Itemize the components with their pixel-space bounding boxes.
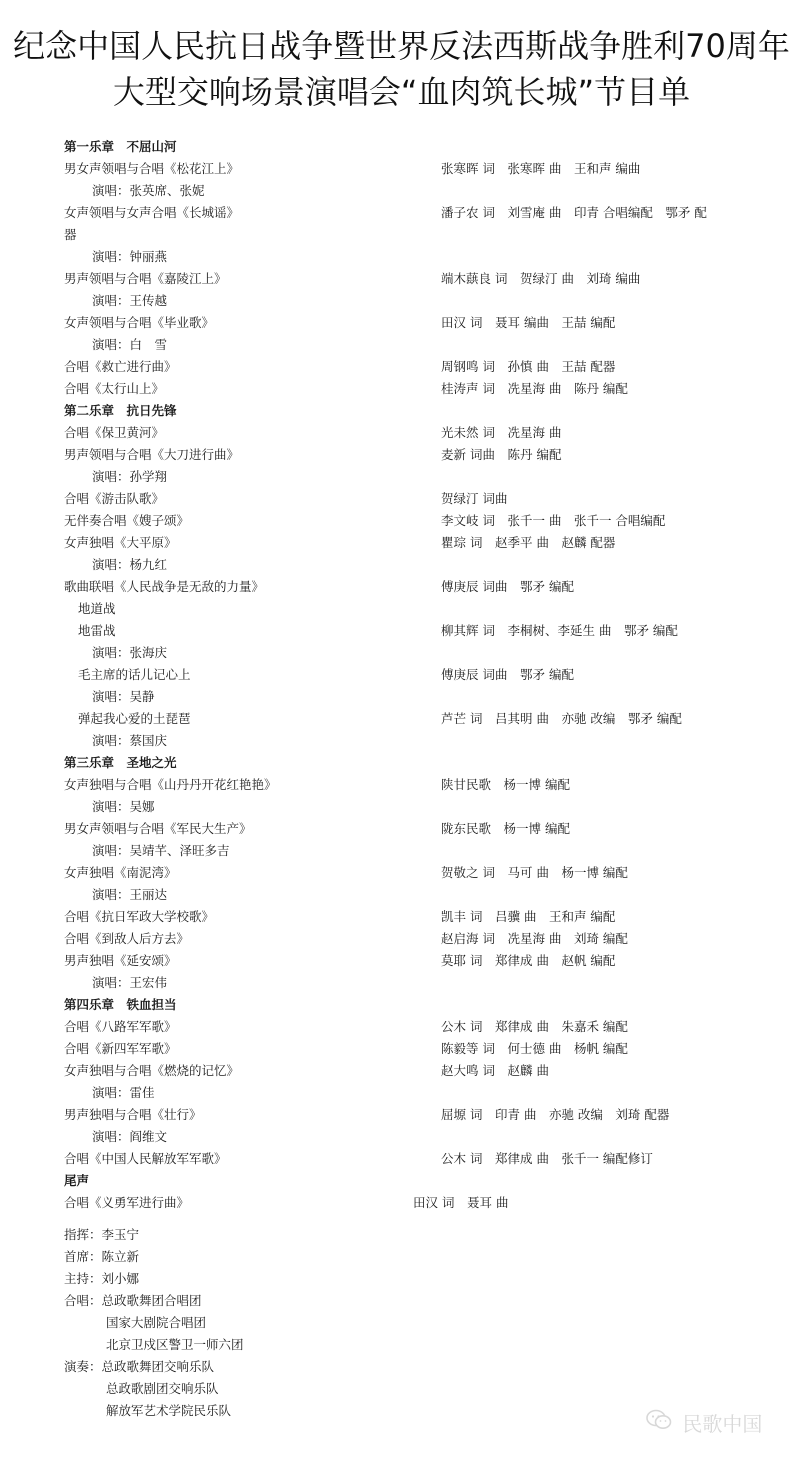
- title-line-1: 纪念中国人民抗日战争暨世界反法西斯战争胜利70周年: [13, 27, 790, 65]
- program-row: [64, 510, 764, 532]
- program-title: 女声独唱与合唱《燃烧的记忆》: [64, 1063, 240, 1078]
- performer-line: [64, 554, 764, 576]
- program-title: 男声独唱与合唱《壮行》: [64, 1107, 202, 1122]
- program-title: 女声独唱《南泥湾》: [64, 865, 177, 880]
- program-credits: 李文岐 词 张千一 曲 张千一 合唱编配: [441, 513, 666, 528]
- program-credits: 贺敬之 词 马可 曲 杨一博 编配: [441, 865, 628, 880]
- program-row: [64, 1016, 764, 1038]
- program-title: 歌曲联唱《人民战争是无敌的力量》: [64, 579, 265, 594]
- watermark-text: 民歌中国: [682, 1412, 763, 1436]
- credit-text: 北京卫戍区警卫一师六团: [106, 1337, 244, 1352]
- program-title: 演唱：吴静: [92, 689, 155, 704]
- program-row: [64, 1192, 764, 1214]
- program-title: 演唱：蔡国庆: [92, 733, 168, 748]
- watermark: [646, 1408, 786, 1442]
- performer-line: [64, 466, 764, 488]
- program-title: 合唱《救亡进行曲》: [64, 359, 177, 374]
- program-title: 演唱：阎维文: [92, 1129, 168, 1144]
- program-title: 演唱：白 雪: [92, 337, 168, 352]
- program-title: 女声领唱与女声合唱《长城谣》: [64, 205, 240, 220]
- program-title: 演唱：吴娜: [92, 799, 155, 814]
- program-title: 女声独唱与合唱《山丹丹开花红艳艳》: [64, 777, 277, 792]
- program-credits: 陇东民歌 杨一博 编配: [441, 821, 570, 836]
- program-credits: 赵大鸣 词 赵麟 曲: [441, 1063, 549, 1078]
- wechat-icon: [646, 1409, 672, 1436]
- program-credits: 傅庚辰 词曲 鄂矛 编配: [441, 667, 574, 682]
- program-title: 合唱《保卫黄河》: [64, 425, 165, 440]
- performer-line: [64, 972, 764, 994]
- credit-text: 合唱：总政歌舞团合唱团: [64, 1293, 202, 1308]
- chapter-heading: [64, 994, 764, 1016]
- program-credits: 赵启海 词 冼星海 曲 刘琦 编配: [441, 931, 628, 946]
- program-row: [64, 1038, 764, 1060]
- program-title: 演唱：吴靖芊、泽旺多吉: [92, 843, 230, 858]
- program-credits: 桂涛声 词 冼星海 曲 陈丹 编配: [441, 381, 628, 396]
- program-title: 合唱《游击队歌》: [64, 491, 165, 506]
- program-title: 合唱《太行山上》: [64, 381, 165, 396]
- program-row: [64, 950, 764, 972]
- program-credits: 周钢鸣 词 孙慎 曲 王喆 配器: [441, 359, 616, 374]
- program-credits: 张寒晖 词 张寒晖 曲 王和声 编曲: [441, 161, 641, 176]
- performer-line: [64, 686, 764, 708]
- credit-line: [64, 1246, 764, 1268]
- program-row: [64, 708, 764, 730]
- program-title: 无伴奏合唱《嫂子颂》: [64, 513, 190, 528]
- program-title: 合唱《抗日军政大学校歌》: [64, 909, 215, 924]
- program-credits: 莫耶 词 郑律成 曲 赵帆 编配: [441, 953, 616, 968]
- credit-line: [64, 1334, 764, 1356]
- program-credits: 公木 词 郑律成 曲 张千一 编配修订: [441, 1151, 653, 1166]
- program-credits: 傅庚辰 词曲 鄂矛 编配: [441, 579, 574, 594]
- program-row: [64, 312, 764, 334]
- chapter-heading: [64, 136, 764, 158]
- program-title: 演唱：王宏伟: [92, 975, 168, 990]
- program-row: [64, 532, 764, 554]
- chapter-heading: [64, 400, 764, 422]
- credit-text: 解放军艺术学院民乐队: [106, 1403, 232, 1418]
- program-credits: 田汉 词 聂耳 曲: [413, 1195, 509, 1210]
- program-credits: 陕甘民歌 杨一博 编配: [441, 777, 570, 792]
- program-title: 合唱《八路军军歌》: [64, 1019, 177, 1034]
- program-title: 地道战: [78, 601, 116, 616]
- credit-text: 国家大剧院合唱团: [106, 1315, 207, 1330]
- credit-text: 首席：陈立新: [64, 1249, 140, 1264]
- program-title: 第三乐章 圣地之光: [64, 755, 177, 770]
- program-title: 女声独唱《大平原》: [64, 535, 177, 550]
- program-title: 第二乐章 抗日先锋: [64, 403, 177, 418]
- program-title: 演唱：杨九红: [92, 557, 168, 572]
- program-title: 演唱：雷佳: [92, 1085, 155, 1100]
- credit-line: [64, 1312, 764, 1334]
- program-title: 毛主席的话儿记心上: [78, 667, 191, 682]
- credit-text: 指挥：李玉宁: [64, 1227, 140, 1242]
- program-credits: 凯丰 词 吕骥 曲 王和声 编配: [441, 909, 616, 924]
- program-title: 男声独唱《延安颂》: [64, 953, 177, 968]
- chapter-heading: [64, 1170, 764, 1192]
- title-line-2: 大型交响场景演唱会“血肉筑长城”节目单: [112, 73, 691, 111]
- program-row: [64, 202, 764, 224]
- program-row: [64, 158, 764, 180]
- program-row: [64, 1060, 764, 1082]
- performer-line: [64, 1082, 764, 1104]
- credit-line: [64, 1356, 764, 1378]
- performer-line: [64, 246, 764, 268]
- program-credits: 柳其辉 词 李桐树、李延生 曲 鄂矛 编配: [441, 623, 678, 638]
- credit-line: [64, 1378, 764, 1400]
- performer-line: [64, 730, 764, 752]
- program-credits: 麦新 词曲 陈丹 编配: [441, 447, 562, 462]
- program-row: [64, 488, 764, 510]
- credit-line: [64, 1268, 764, 1290]
- program-row: [64, 576, 764, 598]
- program-title: 弹起我心爱的土琵琶: [78, 711, 191, 726]
- program-title: 合唱《义勇军进行曲》: [64, 1195, 190, 1210]
- program-row: [64, 774, 764, 796]
- program-row: [64, 356, 764, 378]
- program-row: [64, 620, 764, 642]
- program-title: 器: [64, 227, 77, 242]
- credit-line: [64, 1224, 764, 1246]
- program-row: [64, 268, 764, 290]
- credit-text: 演奏：总政歌舞团交响乐队: [64, 1359, 215, 1374]
- program-title: 第一乐章 不屈山河: [64, 139, 177, 154]
- program-row: [64, 444, 764, 466]
- program-credits: 贺绿汀 词曲: [441, 491, 508, 506]
- program-title: 演唱：钟丽燕: [92, 249, 168, 264]
- program-row: [64, 224, 764, 246]
- performer-line: [64, 1126, 764, 1148]
- credit-text: 总政歌剧团交响乐队: [106, 1381, 219, 1396]
- program-row: [64, 862, 764, 884]
- program-title: 演唱：张海庆: [92, 645, 168, 660]
- program-title: 地雷战: [78, 623, 116, 638]
- performer-line: [64, 796, 764, 818]
- program-title: 第四乐章 铁血担当: [64, 997, 177, 1012]
- performer-line: [64, 180, 764, 202]
- program-title: 男女声领唱与合唱《军民大生产》: [64, 821, 252, 836]
- program-credits: 芦芒 词 吕其明 曲 亦驰 改编 鄂矛 编配: [441, 711, 682, 726]
- program-row: [64, 906, 764, 928]
- program-credits: 端木蕻良 词 贺绿汀 曲 刘琦 编曲: [441, 271, 641, 286]
- program-title: 演唱：王丽达: [92, 887, 168, 902]
- performer-line: [64, 642, 764, 664]
- program-credits: 潘子农 词 刘雪庵 曲 印青 合唱编配 鄂矛 配: [441, 205, 707, 220]
- performer-line: [64, 290, 764, 312]
- program-title: 演唱：孙学翔: [92, 469, 168, 484]
- chapter-heading: [64, 752, 764, 774]
- program-credits: 屈塬 词 印青 曲 亦驰 改编 刘琦 配器: [441, 1107, 670, 1122]
- program-row: [64, 664, 764, 686]
- performer-line: [64, 840, 764, 862]
- program-row: [64, 818, 764, 840]
- program-title: 男女声领唱与合唱《松花江上》: [64, 161, 240, 176]
- program-title: 男声领唱与合唱《嘉陵江上》: [64, 271, 227, 286]
- program-row: [64, 598, 764, 620]
- credit-text: 主持：刘小娜: [64, 1271, 140, 1286]
- program-credits: 田汉 词 聂耳 编曲 王喆 编配: [441, 315, 616, 330]
- program-row: [64, 1104, 764, 1126]
- program-title: 女声领唱与合唱《毕业歌》: [64, 315, 215, 330]
- program-row: [64, 928, 764, 950]
- program-title: 合唱《到敌人后方去》: [64, 931, 190, 946]
- program-credits: 光未然 词 冼星海 曲: [441, 425, 562, 440]
- program-title: 演唱：王传越: [92, 293, 168, 308]
- program-title: 男声领唱与合唱《大刀进行曲》: [64, 447, 240, 462]
- program-title: 演唱：张英席、张妮: [92, 183, 205, 198]
- program-row: [64, 422, 764, 444]
- program-credits: 公木 词 郑律成 曲 朱嘉禾 编配: [441, 1019, 628, 1034]
- program-row: [64, 1148, 764, 1170]
- credit-line: [64, 1290, 764, 1312]
- program-title: 合唱《新四军军歌》: [64, 1041, 177, 1056]
- performer-line: [64, 884, 764, 906]
- performer-line: [64, 334, 764, 356]
- program-credits: 瞿琮 词 赵季平 曲 赵麟 配器: [441, 535, 616, 550]
- program-credits: 陈毅等 词 何士德 曲 杨帆 编配: [441, 1041, 628, 1056]
- program-title: 合唱《中国人民解放军军歌》: [64, 1151, 227, 1166]
- program-title: 尾声: [64, 1173, 90, 1188]
- program-row: [64, 378, 764, 400]
